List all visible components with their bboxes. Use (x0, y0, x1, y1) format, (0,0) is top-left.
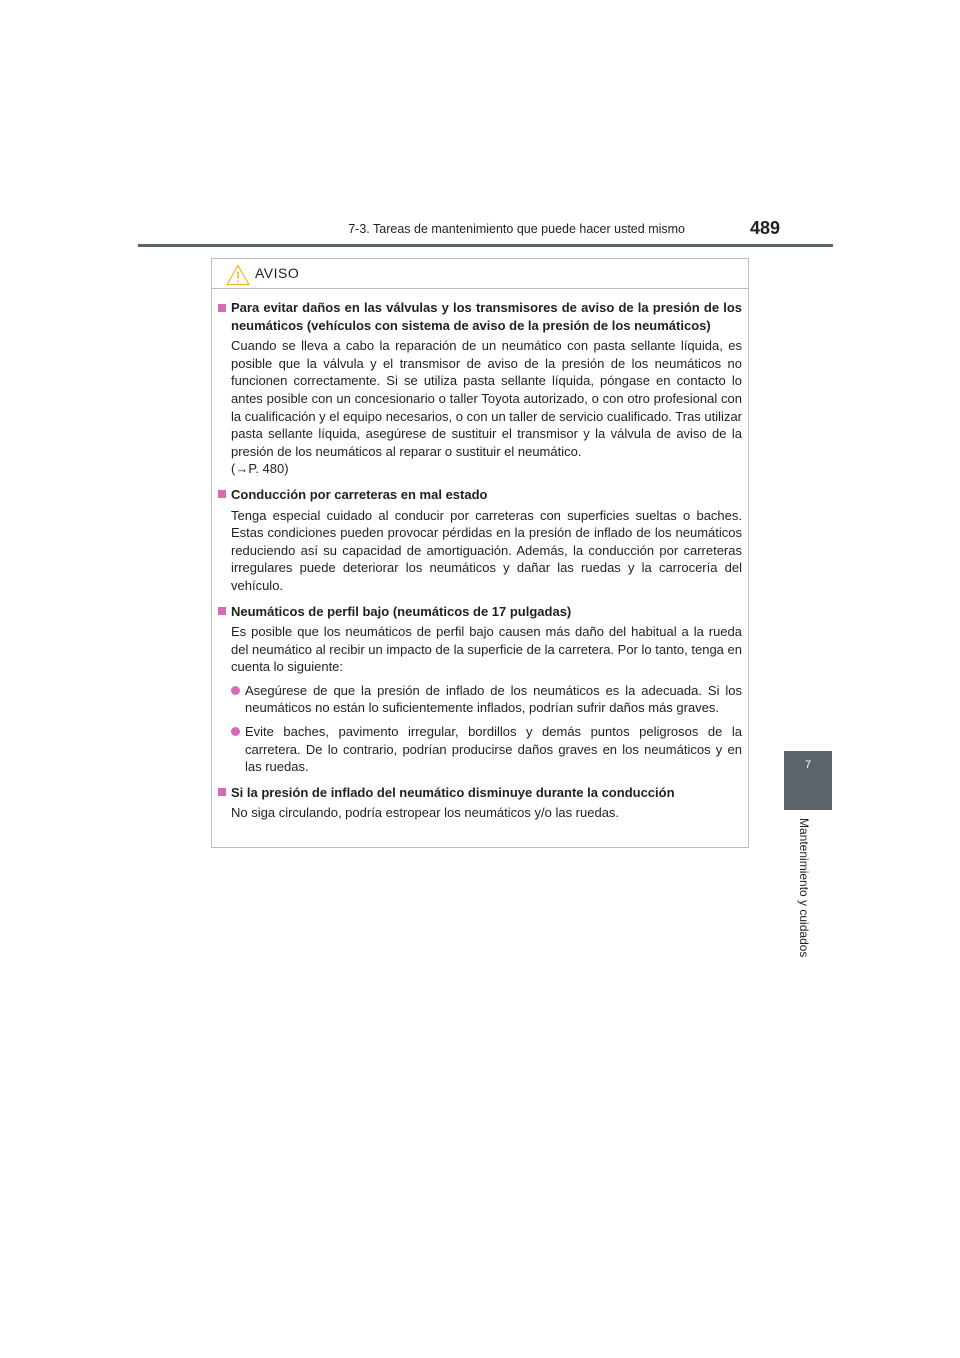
square-bullet-icon (218, 607, 226, 615)
section-text: Es posible que los neumáticos de perfil bajo causen más daño del habitual a la rueda del neumático al recibir un impacto de la superficie de la carretera. Por lo tanto, tenga en cuenta lo siguiente: (231, 624, 742, 675)
warning-section-rough-roads (218, 486, 742, 595)
list-item (218, 682, 742, 717)
warning-header (212, 259, 748, 289)
page-reference: (→P. 480) (231, 461, 289, 477)
section-heading: Conducción por carreteras en mal estado (231, 486, 488, 502)
section-text: No siga circulando, podría estropear los neumáticos y/o las ruedas. (231, 805, 620, 821)
warning-body (218, 299, 742, 830)
warning-section-low-profile-tires (218, 603, 742, 776)
section-text: Tenga especial cuidado al conducir por carreteras con superficies sueltas o baches. Estas condiciones pueden provocar pérdidas en la presión de inflado de los neumáticos reduciendo así su capacidad de amortiguación. Además, la conducción por carreteras irregulares puede deteriorar los neumáticos y dañar las ruedas y la carrocería del vehículo. (231, 507, 742, 593)
square-bullet-icon (218, 490, 226, 498)
chapter-title: Mantenimiento y cuidados (797, 818, 811, 958)
section-text: Cuando se lleva a cabo la reparación de un neumático con pasta sellante líquida, es posible que la válvula y el transmisor de aviso de la presión de los neumáticos no funcionen correctamente. Si se utiliza pasta sellante líquida, póngase en contacto lo antes posible con un concesionario o taller Toyota autorizado, o con otro profesional con la cualificación y el equipo necesarios, o con un taller de servicio cualificado. Tras utilizar pasta sellante líquida, asegúrese de sustituir el transmisor y la válvula de aviso de la presión de los neumáticos al reparar o sustituir el neumático. (231, 338, 742, 459)
header-rule (138, 244, 833, 247)
section-title: 7-3. Tareas de mantenimiento que puede hacer usted mismo (348, 222, 685, 236)
warning-triangle-icon (226, 264, 250, 286)
warning-section-pressure-drop (218, 784, 742, 822)
warning-box (211, 258, 749, 848)
list-item-text: Evite baches, pavimento irregular, bordillos y demás puntos peligrosos de la carretera. De lo contrario, podrían producirse daños graves en los neumáticos y en las ruedas. (245, 724, 742, 775)
page-header (300, 218, 780, 244)
square-bullet-icon (218, 788, 226, 796)
chapter-side-label (797, 818, 817, 978)
section-heading: Para evitar daños en las válvulas y los transmisores de aviso de la presión de los neumáticos (vehículos con sistema de aviso de la presión de los neumáticos) (231, 300, 742, 333)
list-item-text: Asegúrese de que la presión de inflado de los neumáticos es la adecuada. Si los neumáticos no están lo suficientemente inflados, podrían sufrir daños más graves. (245, 682, 742, 716)
chapter-tab (784, 751, 832, 810)
circle-bullet-icon (231, 727, 240, 736)
square-bullet-icon (218, 304, 226, 312)
warning-label: AVISO (255, 265, 300, 281)
chapter-number: 7 (804, 759, 812, 771)
section-heading: Si la presión de inflado del neumático disminuye durante la conducción (231, 784, 675, 800)
warning-section-valves (218, 299, 742, 478)
section-heading: Neumáticos de perfil bajo (neumáticos de 17 pulgadas) (231, 603, 572, 619)
list-item (218, 723, 742, 776)
page-number: 489 (749, 218, 780, 238)
circle-bullet-icon (231, 686, 240, 695)
